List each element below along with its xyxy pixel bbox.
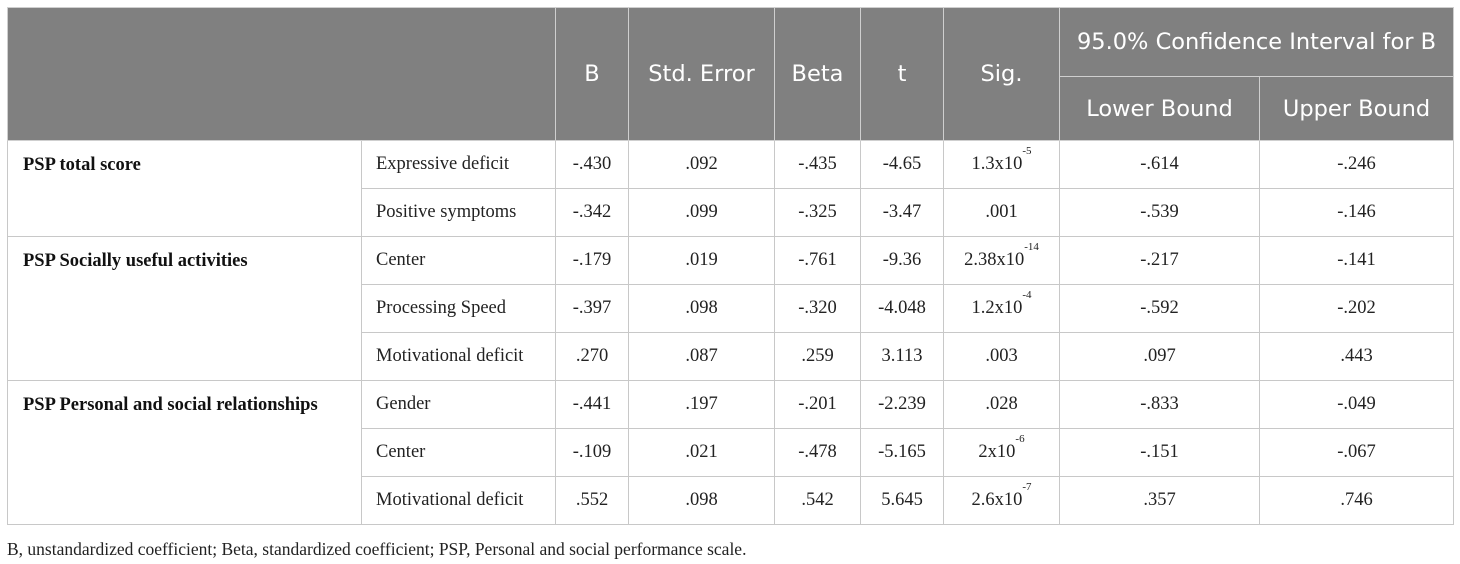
header-blank bbox=[8, 8, 556, 141]
lower-bound-cell: -.833 bbox=[1060, 381, 1260, 429]
sig-cell bbox=[944, 141, 1060, 189]
table-header bbox=[8, 8, 1454, 141]
std-error-cell: .099 bbox=[629, 189, 775, 237]
sig-value: .003 bbox=[985, 346, 1018, 366]
sig-cell bbox=[944, 333, 1060, 381]
beta-cell: -.435 bbox=[775, 141, 861, 189]
upper-bound-cell: -.246 bbox=[1260, 141, 1454, 189]
sig-value: 1.2x10 bbox=[971, 298, 1023, 318]
header-std-error: Std. Error bbox=[629, 8, 775, 141]
t-cell: 3.113 bbox=[861, 333, 944, 381]
beta-cell: -.761 bbox=[775, 237, 861, 285]
b-cell: -.109 bbox=[556, 429, 629, 477]
b-cell: .270 bbox=[556, 333, 629, 381]
upper-bound-cell: .746 bbox=[1260, 477, 1454, 525]
lower-bound-cell: -.614 bbox=[1060, 141, 1260, 189]
b-cell: .552 bbox=[556, 477, 629, 525]
header-t: t bbox=[861, 8, 944, 141]
sig-cell bbox=[944, 237, 1060, 285]
sig-exponent: -14 bbox=[1024, 241, 1039, 253]
upper-bound-cell: -.202 bbox=[1260, 285, 1454, 333]
sig-value: .001 bbox=[985, 202, 1018, 222]
t-cell: -2.239 bbox=[861, 381, 944, 429]
upper-bound-cell: -.049 bbox=[1260, 381, 1454, 429]
lower-bound-cell: .097 bbox=[1060, 333, 1260, 381]
lower-bound-cell: -.217 bbox=[1060, 237, 1260, 285]
sig-value: 1.3x10 bbox=[971, 154, 1023, 174]
std-error-cell: .021 bbox=[629, 429, 775, 477]
header-confidence-interval: 95.0% Confidence Interval for B bbox=[1060, 8, 1454, 77]
table-row bbox=[8, 381, 1454, 429]
upper-bound-cell: -.141 bbox=[1260, 237, 1454, 285]
header-upper-bound: Upper Bound bbox=[1260, 77, 1454, 141]
t-cell: -3.47 bbox=[861, 189, 944, 237]
predictor-cell: Center bbox=[362, 237, 556, 285]
upper-bound-cell: -.146 bbox=[1260, 189, 1454, 237]
beta-cell: -.320 bbox=[775, 285, 861, 333]
t-cell: -5.165 bbox=[861, 429, 944, 477]
header-lower-bound: Lower Bound bbox=[1060, 77, 1260, 141]
lower-bound-cell: -.539 bbox=[1060, 189, 1260, 237]
beta-cell: .542 bbox=[775, 477, 861, 525]
lower-bound-cell: -.592 bbox=[1060, 285, 1260, 333]
table-row bbox=[8, 141, 1454, 189]
outcome-group-label: PSP Personal and social relationships bbox=[8, 381, 362, 525]
predictor-cell: Positive symptoms bbox=[362, 189, 556, 237]
predictor-cell: Motivational deficit bbox=[362, 477, 556, 525]
lower-bound-cell: -.151 bbox=[1060, 429, 1260, 477]
outcome-group-label: PSP Socially useful activities bbox=[8, 237, 362, 381]
sig-exponent: -4 bbox=[1022, 289, 1032, 301]
lower-bound-cell: .357 bbox=[1060, 477, 1260, 525]
std-error-cell: .019 bbox=[629, 237, 775, 285]
sig-cell bbox=[944, 381, 1060, 429]
b-cell: -.342 bbox=[556, 189, 629, 237]
t-cell: -4.65 bbox=[861, 141, 944, 189]
b-cell: -.179 bbox=[556, 237, 629, 285]
table-row bbox=[8, 237, 1454, 285]
table-body bbox=[8, 141, 1454, 525]
predictor-cell: Processing Speed bbox=[362, 285, 556, 333]
outcome-group-label: PSP total score bbox=[8, 141, 362, 237]
sig-cell bbox=[944, 285, 1060, 333]
regression-table-container bbox=[7, 7, 1453, 525]
b-cell: -.441 bbox=[556, 381, 629, 429]
sig-value: 2x10 bbox=[978, 442, 1016, 462]
sig-exponent: -6 bbox=[1015, 433, 1025, 445]
beta-cell: -.201 bbox=[775, 381, 861, 429]
predictor-cell: Expressive deficit bbox=[362, 141, 556, 189]
t-cell: 5.645 bbox=[861, 477, 944, 525]
b-cell: -.397 bbox=[556, 285, 629, 333]
beta-cell: -.478 bbox=[775, 429, 861, 477]
header-sig: Sig. bbox=[944, 8, 1060, 141]
beta-cell: -.325 bbox=[775, 189, 861, 237]
predictor-cell: Center bbox=[362, 429, 556, 477]
table-footnote: B, unstandardized coefficient; Beta, standardized coefficient; PSP, Personal and social performance scale. bbox=[7, 539, 747, 559]
std-error-cell: .087 bbox=[629, 333, 775, 381]
sig-cell bbox=[944, 189, 1060, 237]
regression-table bbox=[7, 7, 1454, 525]
std-error-cell: .092 bbox=[629, 141, 775, 189]
sig-value: 2.38x10 bbox=[964, 250, 1025, 270]
t-cell: -4.048 bbox=[861, 285, 944, 333]
sig-value: 2.6x10 bbox=[971, 490, 1023, 510]
beta-cell: .259 bbox=[775, 333, 861, 381]
predictor-cell: Motivational deficit bbox=[362, 333, 556, 381]
std-error-cell: .098 bbox=[629, 285, 775, 333]
upper-bound-cell: -.067 bbox=[1260, 429, 1454, 477]
std-error-cell: .098 bbox=[629, 477, 775, 525]
t-cell: -9.36 bbox=[861, 237, 944, 285]
sig-cell bbox=[944, 477, 1060, 525]
sig-cell bbox=[944, 429, 1060, 477]
sig-exponent: -5 bbox=[1022, 145, 1032, 157]
b-cell: -.430 bbox=[556, 141, 629, 189]
header-beta: Beta bbox=[775, 8, 861, 141]
upper-bound-cell: .443 bbox=[1260, 333, 1454, 381]
sig-exponent: -7 bbox=[1022, 481, 1032, 493]
predictor-cell: Gender bbox=[362, 381, 556, 429]
header-b: B bbox=[556, 8, 629, 141]
std-error-cell: .197 bbox=[629, 381, 775, 429]
sig-value: .028 bbox=[985, 394, 1018, 414]
